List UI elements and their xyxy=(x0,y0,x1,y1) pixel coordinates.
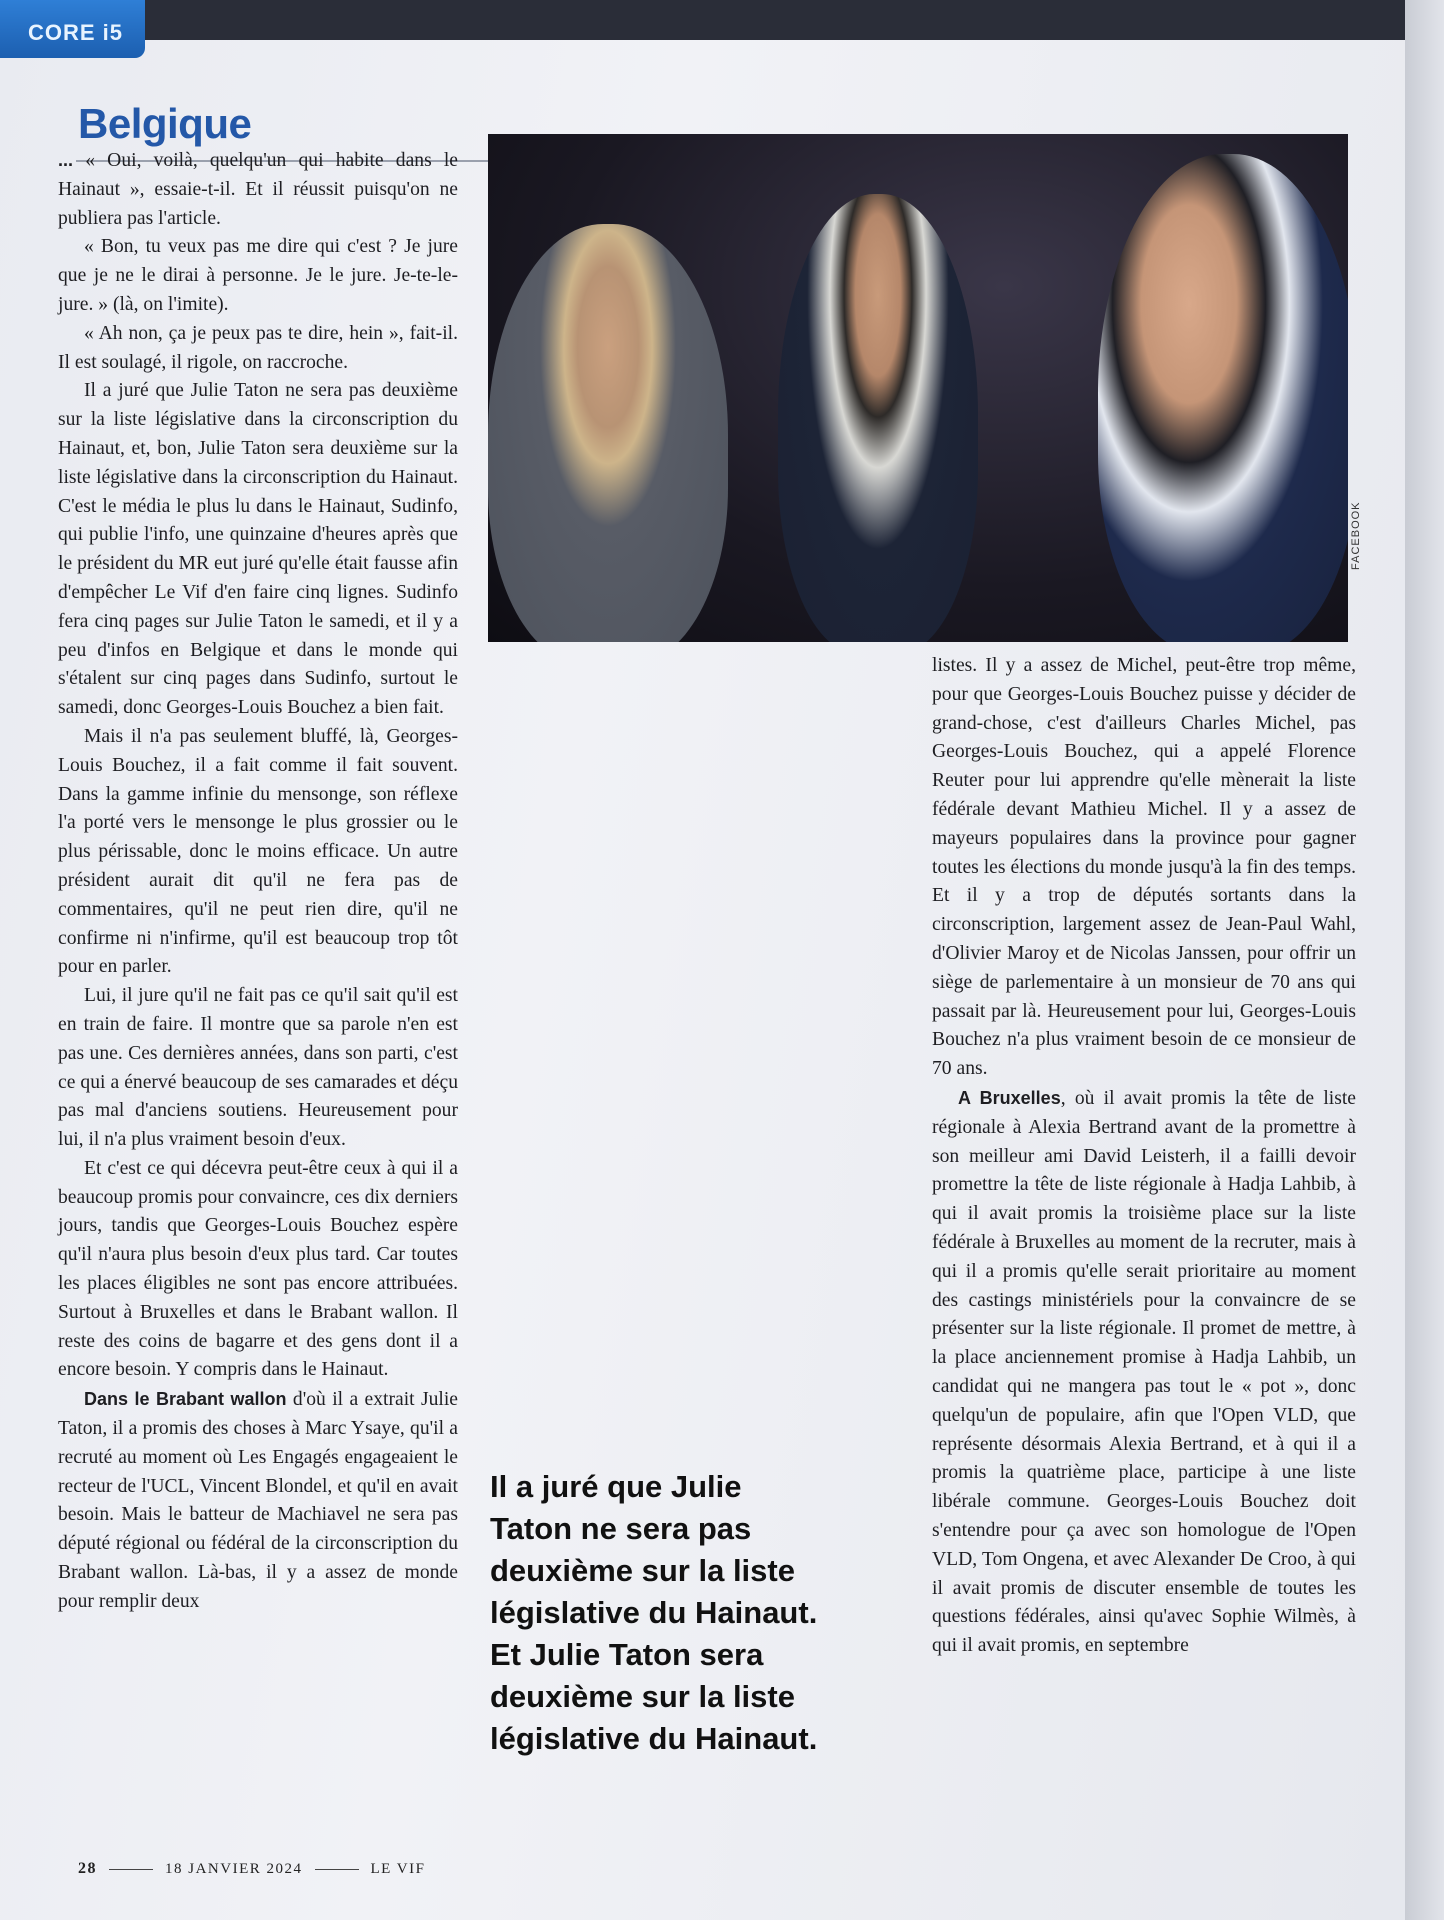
column-left xyxy=(58,146,458,1617)
lead-in: Dans le Brabant wallon xyxy=(84,1389,287,1410)
lead-in: A Bruxelles xyxy=(958,1087,1061,1108)
paragraph-text: « Oui, voilà, quelqu'un qui habite dans le Hainaut », essaie-t-il. Et il réussit puisqu'on ne publiera pas l'article. xyxy=(58,150,459,229)
pull-quote-line: Il a juré que Julie Taton ne sera pas deuxième sur la liste législative du Hainaut. xyxy=(490,1469,818,1630)
continuation-mark: ... xyxy=(58,150,74,170)
page-number: 28 xyxy=(78,1860,97,1877)
paragraph: Et c'est ce qui décevra peut-être ceux à qui il a beaucoup promis pour convaincre, ces dix derniers jours, tandis que Georges-Louis Bouchez espère qu'il n'aura plus besoin d'eux plus tard. Car toutes les places éligibles ne sont pas encore attribuées. Surtout à Bruxelles et dans le Brabant wallon. Il reste des coins de bagarre et des gens dont il a encore besoin. Y compris dans le Hainaut. xyxy=(58,1157,458,1381)
issue-date: 18 JANVIER 2024 xyxy=(165,1860,303,1877)
paragraph: « Bon, tu veux pas me dire qui c'est ? Je jure que je ne le dirai à personne. Je le jure. Je-te-le-jure. » (là, on l'imite). xyxy=(58,236,458,315)
magazine-name: LE VIF xyxy=(370,1860,426,1877)
next-page-edge xyxy=(1405,0,1444,1920)
paragraph: listes. Il y a assez de Michel, peut-être trop même, pour que Georges-Louis Bouchez puisse y décider de grand-chose, c'est d'ailleurs Charles Michel, pas Georges-Louis Bouchez, qui a appelé Florence Reuter pour lui apprendre qu'elle mènerait la liste fédérale devant Mathieu Michel. Il y a assez de mayeurs populaires dans la province pour gagner toutes les élections du monde jusqu'à la fin des temps. Et il y a trop de députés sortants dans la circonscription, largement assez de Jean-Paul Wahl, d'Olivier Maroy et de Nicolas Janssen, pour offrir un siège de parlementaire à un monsieur de 70 ans qui passait par là. Heureusement pour lui, Georges-Louis Bouchez n'a plus vraiment besoin de ce monsieur de 70 ans. xyxy=(932,655,1356,1080)
column-right xyxy=(932,652,1356,1661)
paragraph xyxy=(58,1385,458,1616)
section-title: Belgique xyxy=(78,100,252,147)
paragraph: « Ah non, ça je peux pas te dire, hein », fait-il. Il est soulagé, il rigole, on raccroche. xyxy=(58,322,458,373)
paragraph-text: d'où il a extrait Julie Taton, il a promis des choses à Marc Ysaye, qu'il a recruté au moment où Les Engagés engageaient le recteur de l'UCL, Vincent Blondel, et qu'il en avait besoin. Mais le batteur de Machiavel ne sera pas député régional ou fédéral de la circonscription du Brabant wallon. Là-bas, il y a assez de monde pour remplir deux xyxy=(58,1389,458,1612)
pull-quote-line: Et Julie Taton sera deuxième sur la liste législative du Hainaut. xyxy=(490,1637,818,1756)
article-photo xyxy=(488,134,1348,642)
paragraph: Mais il n'a pas seulement bluffé, là, Georges-Louis Bouchez, il a fait comme il fait souvent. Dans la gamme infinie du mensonge, son réflexe l'a porté vers le mensonge le plus grossier ou le plus périssable, donc le moins efficace. Un autre président aurait dit qu'il ne fera pas de commentaires, qu'il ne peut rien dire, qu'il ne confirme ni n'infirme, qu'il est beaucoup trop tôt pour en parler. xyxy=(58,725,458,978)
footer-divider xyxy=(315,1869,359,1870)
photo-credit: FACEBOOK xyxy=(1350,501,1362,570)
paragraph: Il a juré que Julie Taton ne sera pas deuxième sur la liste législative dans la circonscription du Hainaut, et, bon, Julie Taton sera deuxième sur la liste législative dans la circonscription du Hainaut. C'est le média le plus lu dans le Hainaut, Sudinfo, qui publie l'info, une quinzaine d'heures après que le président du MR eut juré qu'elle était fausse afin d'empêcher Le Vif d'en faire cinq lignes. Sudinfo fera cinq pages sur Julie Taton le samedi, et il y a peu d'infos en Belgique et dans le monde qui s'étalent sur cinq pages dans Sudinfo, surtout le samedi, donc Georges-Louis Bouchez a bien fait. xyxy=(58,380,458,719)
footer-divider xyxy=(109,1869,153,1870)
paragraph xyxy=(58,146,458,233)
page-footer xyxy=(78,1860,425,1878)
paragraph xyxy=(932,1084,1356,1661)
paragraph-text: , où il avait promis la tête de liste régionale à Alexia Bertrand avant de la promettre à son meilleur ami David Leisterh, il a failli devoir promettre la tête de liste régionale à Hadja Lahbib, à qui il avait promis la troisième place sur la liste fédérale à Bruxelles au moment de la recruter, mais à qui il a promis qu'elle serait prioritaire au moment des castings ministériels pour la convaincre de se présenter sur la liste régionale. Il promet de mettre, à la place anciennement promise à Hadja Lahbib, un candidat qui ne mangera pas tout le « pot », donc quelqu'un de populaire, afin que l'Open VLD, que représente désormais Alexia Bertrand, et à qui il a promis la quatrième place, participe à une liste libérale commune. Georges-Louis Bouchez doit s'entendre pour ça avec son homologue de l'Open VLD, Tom Ongena, et avec Alexander De Croo, à qui il avait promis de discuter ensemble de toutes les questions fédérales, ainsi qu'avec Sophie Wilmès, à qui il avait promis, en septembre xyxy=(932,1087,1356,1657)
paragraph: Lui, il jure qu'il ne fait pas ce qu'il sait qu'il est en train de faire. Il montre que sa parole n'en est pas une. Ces dernières années, dans son parti, c'est ce qui a énervé beaucoup de ses camarades et déçu pas mal d'anciens soutiens. Heureusement pour lui, il n'a plus vraiment besoin d'eux. xyxy=(58,985,458,1151)
pull-quote xyxy=(490,1466,830,1760)
intel-sticker: CORE i5 xyxy=(0,0,145,58)
